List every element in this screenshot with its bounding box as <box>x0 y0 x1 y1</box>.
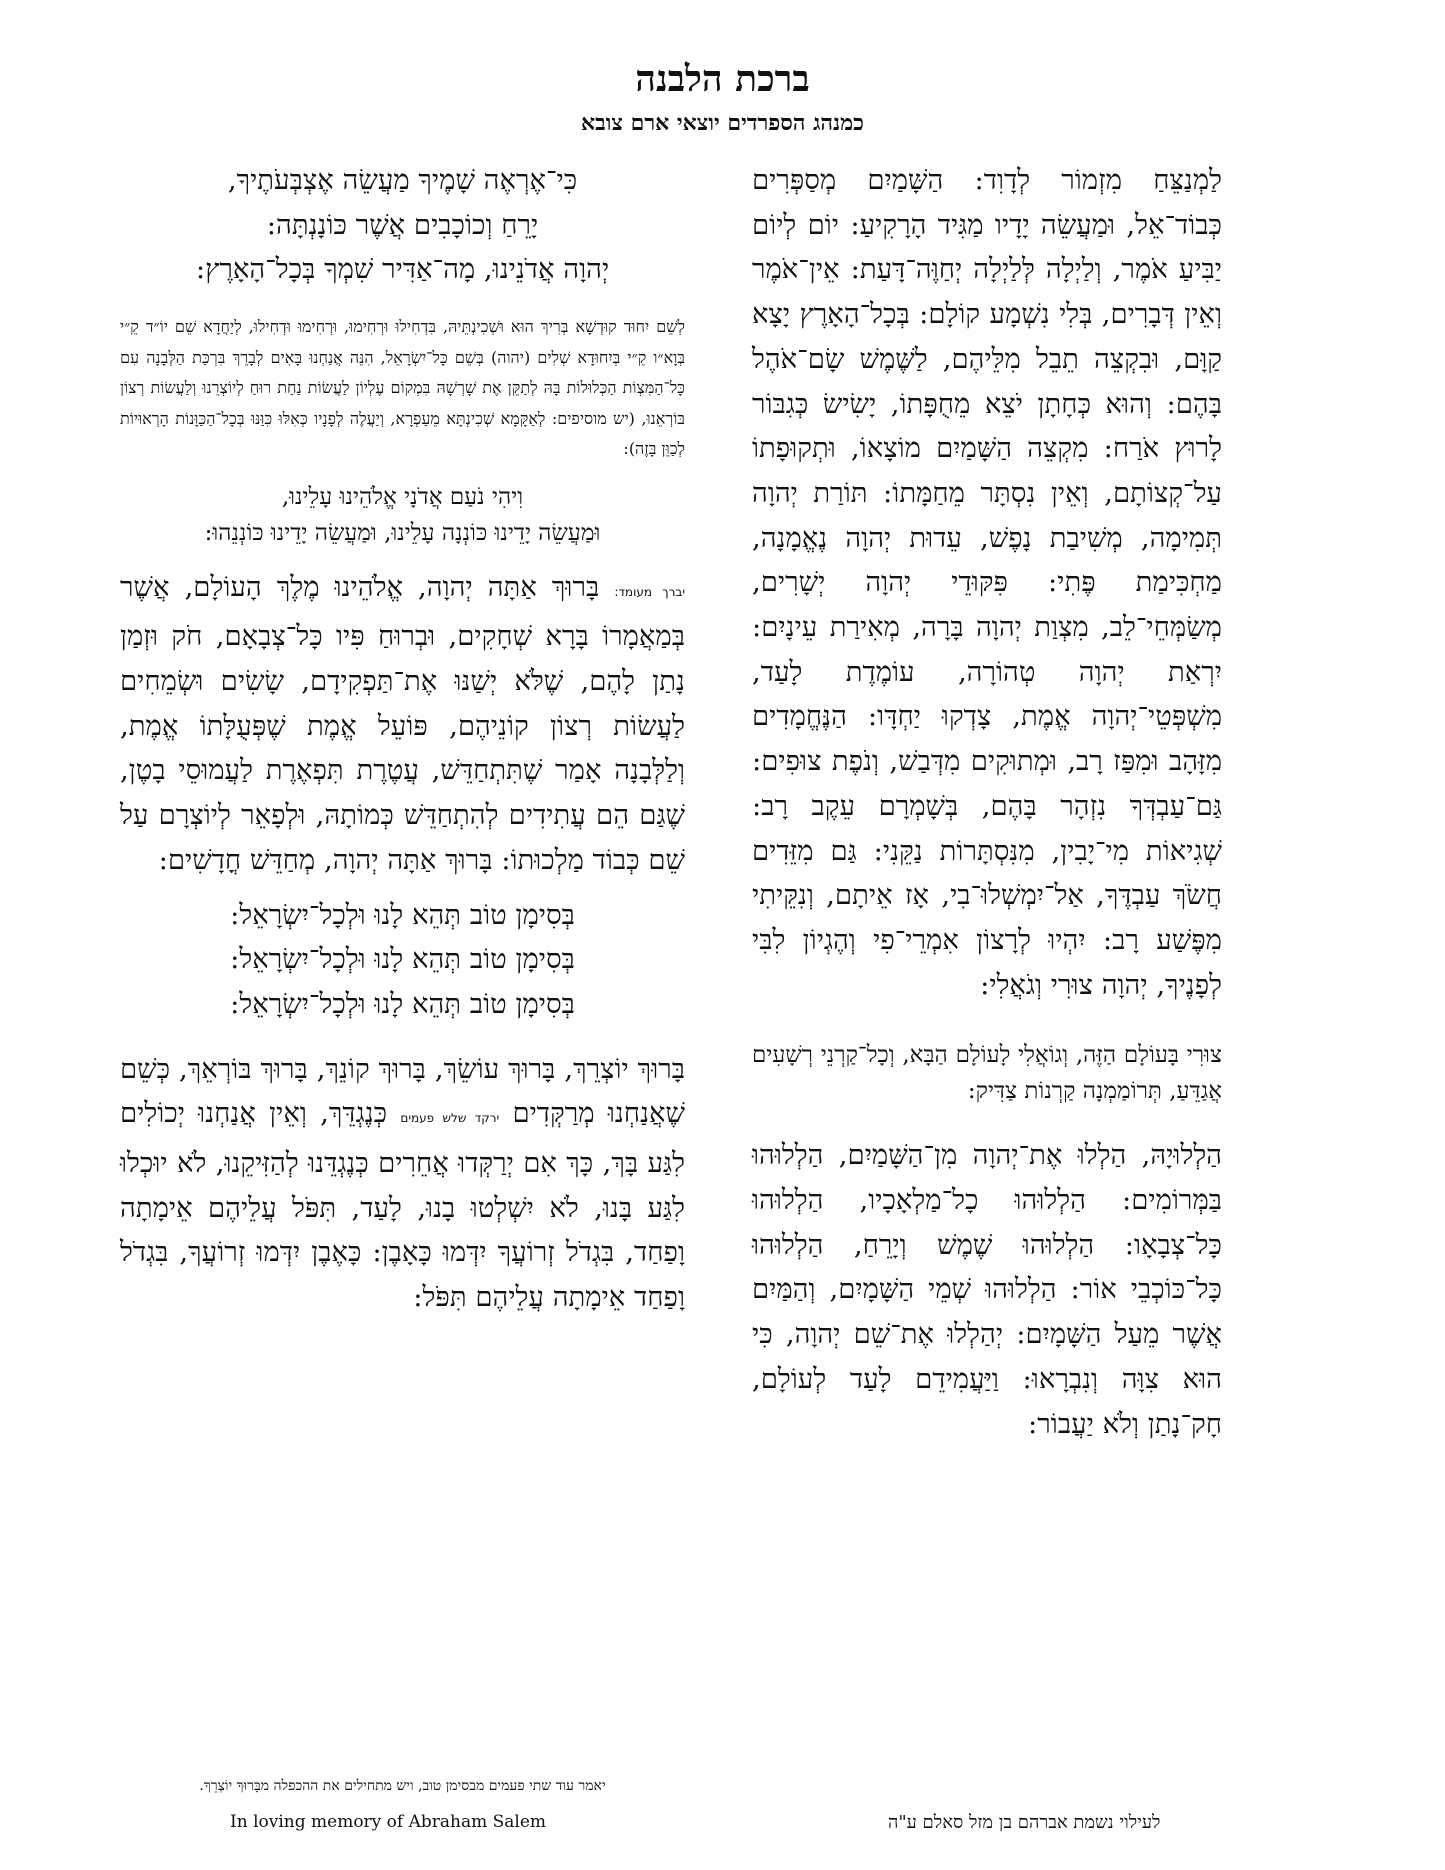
verse-block <box>120 158 685 292</box>
noam-line: וּמַעֲשֵׂה יָדֵינוּ כּוֹנְנָה עָלֵינוּ, וּמַעֲשֵׂה יָדֵינוּ כּוֹנְנֵהוּ: <box>204 519 601 546</box>
dance-note: ירקד שלש פעמים <box>400 1111 500 1126</box>
baruch-yotzrech-text-1: בָּרוּךְ יוֹצְרֵךְ, בָּרוּךְ עוֹשֵׂךְ, בָּרוּךְ קוֹנֵךְ, בָּרוּךְ בּוֹרְאֵךְ, כְּשֵׁם שֶׁאֲנַחְנוּ מְרַקְּדִים <box>120 1052 685 1130</box>
verse-line: כִּי־אֶרְאֶה שָׁמֶיךָ מַעֲשֵׂה אֶצְבְּעֹתֶיךָ, <box>227 164 578 196</box>
beracha-paragraph <box>120 565 685 883</box>
right-column <box>752 158 1222 1446</box>
noam-block <box>120 479 685 551</box>
repeat-footnote: יאמר עוד שתי פעמים מבסימן טוב, ויש מתחילים את ההכפלה מבָּרוּךְ יוֹצְרֵךְ. <box>199 1778 606 1794</box>
siman-tov-line: בְּסִימָן טוֹב תְּהֵא לָנוּ וּלְכָל־יִשְׂרָאֵל: <box>230 943 575 976</box>
siman-tov-block <box>120 893 685 1027</box>
left-column <box>120 158 685 1320</box>
verse-line: יָרֵחַ וְכוֹכָבִים אֲשֶׁר כּוֹנָנְתָּה: <box>266 208 539 241</box>
footer-english-dedication: In loving memory of Abraham Salem <box>230 1812 547 1832</box>
footer-hebrew-dedication: לעילוי נשמת אברהם בן מזל סאלם ע"ה <box>888 1812 1161 1833</box>
page-title: ברכת הלבנה <box>635 58 810 100</box>
page-subtitle: כמנהג הספרדים יוצאי ארם צובא <box>581 110 864 136</box>
psalm-148-paragraph: הַלְלוּיָהּ, הַלְלוּ אֶת־יְהוָה מִן־הַשָּׁמַיִם, הַלְלוּהוּ בַּמְּרוֹמִים: הַלְלוּהוּ כָל־מַלְאָכָיו, הַלְלוּהוּ כָּל־צְבָאָו: הַלְלוּהוּ שֶׁמֶשׁ וְיָרֵחַ, הַלְלוּהוּ כָּל־כּוֹכְבֵי אוֹר: הַלְלוּהוּ שְׁמֵי הַשָּׁמָיִם, וְהַמַּיִם אֲשֶׁר מֵעַל הַשָּׁמָיִם: יְהַלְלוּ אֶת־שֵׁם יְהוָה, כִּי הוּא צִוָּה וְנִבְרָאוּ: וַיַּעֲמִידֵם לָעַד לְעוֹלָם, חָק־נָתַן וְלֹא יַעֲבוֹר: <box>752 1139 1222 1440</box>
psalm-19-paragraph: לַמְנַצֵּחַ מִזְמוֹר לְדָוִד: הַשָּׁמַיִם מְסַפְּרִים כְּבוֹד־אֵל, וּמַעֲשֵׂה יָדָיו מַגִּיד הָרָקִיעַ: יוֹם לְיוֹם יַבִּיעַ אֹמֶר, וְלַיְלָה לְּלַיְלָה יְחַוֶּה־דָּעַת: אֵין־אֹמֶר וְאֵין דְּבָרִים, בְּלִי נִשְׁמָע קוֹלָם: בְּכָל־הָאָרֶץ יָצָא קַוָּם, וּבִקְצֵה תֵבֵל מִלֵּיהֶם, לַשֶּׁמֶשׁ שָׂם־אֹהֶל בָּהֶם: וְהוּא כְּחָתָן יֹצֵא מֵחֻפָּתוֹ, יָשִׂישׂ כְּגִבּוֹר לָרוּץ אֹרַח: מִקְצֵה הַשָּׁמַיִם מוֹצָאוֹ, וּתְקוּפָתוֹ עַל־קְצוֹתָם, וְאֵין נִסְתָּר מֵחַמָּתוֹ: תּוֹרַת יְהוָה תְּמִימָה, מְשִׁיבַת נָפֶשׁ, עֵדוּת יְהוָה נֶאֱמָנָה, מַחְכִּימַת פֶּתִי: פִּקּוּדֵי יְהוָה יְשָׁרִים, מְשַׂמְּחֵי־לֵב, מִצְוַת יְהוָה בָּרָה, מְאִירַת עֵינָיִם: יִרְאַת יְהוָה טְהוֹרָה, עוֹמֶדֶת לָעַד, מִשְׁפְּטֵי־יְהוָה אֱמֶת, צָדְקוּ יַחְדָּו: הַנֶּחֱמָדִים מִזָּהָב וּמִפַּז רָב, וּמְתוּקִים מִדְּבַשׁ, וְנֹפֶת צוּפִים: גַּם־עַבְדְּךָ נִזְהָר בָּהֶם, בְּשָׁמְרָם עֵקֶב רָב: שְׁגִיאוֹת מִי־יָבִין, מִנִּסְתָּרוֹת נַקֵּנִי: גַּם מִזֵּדִים חֲשֹׂךְ עַבְדֶּךָ, אַל־יִמְשְׁלוּ־בִי, אָז אֵיתָם, וְנִקֵּיתִי מִפֶּשַׁע רָב: יִהְיוּ לְרָצוֹן אִמְרֵי־פִי וְהֶגְיוֹן לִבִּי לְפָנֶיךָ, יְהוָה צוּרִי וְגֹאֲלִי: <box>752 164 1222 1001</box>
siman-tov-line: בְּסִימָן טוֹב תְּהֵא לָנוּ וּלְכָל־יִשְׂרָאֵל: <box>230 987 575 1020</box>
siman-tov-line: בְּסִימָן טוֹב תְּהֵא לָנוּ וּלְכָל־יִשְׂרָאֵל: <box>230 898 575 931</box>
noam-line: וִיהִי נֹעַם אֲדֹנָי אֱלֹהֵינוּ עָלֵינוּ, <box>281 483 524 510</box>
leshem-yichud-paragraph: לְשֵׁם יִחוּד קוּדְשָׁא בְּרִיךְ הוּא וּשְׁכִינְתֵּיהּ, בִּדְחִילוּ וּרְחִימוּ, וּרְחִימוּ וּדְחִילוּ, לְיַחֲדָא שֵׁם יוֹ״ד קֵ״י בְּוָא״ו קֵ״י בְּיִחוּדָא שְׁלִים (יהוה) בְּשֵׁם כָּל־יִשְׂרָאֵל, הִנֵּה אֲנַחְנוּ בָּאִים לְבָרֵךְ בִּרְכַּת הַלְּבָנָה עִם כָּל־הַמִּצְוֹת הַכְּלוּלוֹת בָּהּ לְתַקֵּן אֶת שָׁרְשָׁהּ בִּמְקוֹם עֶלְיוֹן לַעֲשׂוֹת נַחַת רוּחַ לְיוֹצְרֵנוּ וְלַעֲשׂוֹת רְצוֹן בּוֹרְאֵנוּ, (יש מוסיפים: לְאַקָּמָא שְׁכִינְתָּא מֵעַפְרָא, וְיַעֲלֶה לְפָנָיו כְּאִלּוּ כִּוַּנּוּ בְּכָל־הַכַּוָּנוֹת הָרְאוּיוֹת לְכַוֵּן בָּזֶה): <box>120 317 686 459</box>
beracha-text: בָּרוּךְ אַתָּה יְהוָה, אֱלֹהֵינוּ מֶלֶךְ הָעוֹלָם, אֲשֶׁר בְּמַאֲמָרוֹ בָּרָא שְׁחָקִים, וּבְרוּחַ פִּיו כָּל־צְבָאָם, חֹק וּזְמַן נָתַן לָהֶם, שֶׁלֹּא יְשַׁנּוּ אֶת־תַּפְקִידָם, שָׂשִׂים וּשְׂמֵחִים לַעֲשׂוֹת רְצוֹן קוֹנֵיהֶם, פּוֹעֵל אֱמֶת שֶׁפְּעֻלָּתוֹ אֱמֶת, וְלַלְּבָנָה אָמַר שֶׁתִּתְחַדֵּשׁ, עֲטֶרֶת תִּפְאֶרֶת לַעֲמוּסֵי בָטֶן, שֶׁגַּם הֵם עֲתִידִים לְהִתְחַדֵּשׁ כְּמוֹתָהּ, וּלְפָאֵר לְיוֹצְרָם עַל שֵׁם כְּבוֹד מַלְכוּתוֹ: בָּרוּךְ אַתָּה יְהוָה, מְחַדֵּשׁ חֳדָשִׁים: <box>120 570 685 876</box>
standing-note: יברך מעומד: <box>614 584 685 599</box>
baruch-yotzrech-text-2: כְּנֶגְדֵּךְ, וְאֵין אֲנַחְנוּ יְכוֹלִים לִגַּע בָּךְ, כָּךְ אִם יְרַקְּדוּ אֲחֵרִים כְּנֶגְדֵּנוּ לְהַזִּיקֵנוּ, לֹא יוּכְלוּ לִגַּע בָּנוּ, לֹא יִשְׁלְטוּ בָנוּ, לָעַד, תִּפֹּל עֲלֵיהֶם אֵימָתָה וָפַחַד, בִּגְדֹל זְרוֹעֲךָ יִדְּמוּ כָּאָבֶן: כָּאֶבֶן יִדְּמוּ זְרוֹעֲךָ, בִּגְדֹל וָפַחַד אֵימָתָה עֲלֵיהֶם תִּפֹּל: <box>120 1097 685 1314</box>
tzuri-paragraph: צוּרִי בָּעוֹלָם הַזֶּה, וְגוֹאֲלִי לָעוֹלָם הַבָּא, וְכָל־קַרְנֵי רְשָׁעִים אֲגַדֵּעַ, תְּרוֹמַמְנָה קַרְנוֹת צַדִּיק: <box>752 1042 1222 1105</box>
verse-line: יְהוָה אֲדֹנֵינוּ, מָה־אַדִּיר שִׁמְךָ בְּכָל־הָאָרֶץ: <box>195 253 610 286</box>
baruch-yotzrech-paragraph <box>120 1047 685 1320</box>
